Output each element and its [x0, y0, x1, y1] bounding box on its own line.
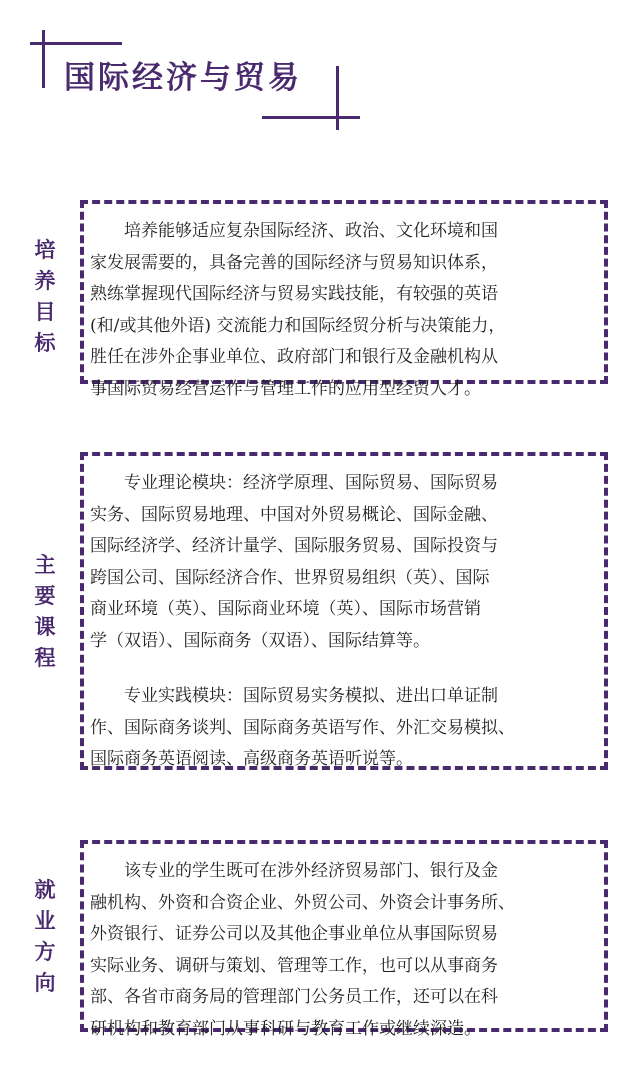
page-title: 国际经济与贸易 — [64, 60, 302, 96]
label-char: 培 — [34, 238, 56, 262]
label-char: 业 — [34, 909, 56, 933]
section-label-career-direction — [28, 875, 62, 999]
training-goal-text: 培养能够适应复杂国际经济、政治、文化环境和国 家发展需要的，具备完善的国际经济与贸易知识体系， 熟练掌握现代国际经济与贸易实践技能，有较强的英语 (和/或其他外语) 交流能力和国际经贸分析与决策能力， 胜任在涉外企事业单位、政府部门和银行及金融机构从 事国际贸易经营运作与管理工作的应用型经贸人才。 — [90, 221, 506, 399]
label-char: 方 — [34, 940, 56, 964]
theory-module-text: 专业理论模块：经济学原理、国际贸易、国际贸易 实务、国际贸易地理、中国对外贸易概论、国际金融、 国际经济学、经济计量学、国际服务贸易、国际投资与 跨国公司、国际经济合作、世界贸易组织（英）、国际 商业环境（英）、国际商业环境（英）、国际市场营销 学（双语）、国际商务（双语）、国际结算等。 — [90, 473, 498, 651]
label-char: 养 — [34, 269, 56, 293]
frame-line-left-vertical — [42, 30, 45, 88]
section-label-main-courses — [28, 550, 62, 674]
career-direction-text: 该专业的学生既可在涉外经济贸易部门、银行及金 融机构、外资和合资企业、外贸公司、外资会计事务所、 外资银行、证券公司以及其他企事业单位从事国际贸易 实际业务、调研与策划、管理等工作，也可以从事商务 部、各省市商务局的管理部门公务员工作，还可以在科 研机构和教育部门从事科研与教育工作或继续深造。 — [90, 861, 515, 1039]
frame-line-bottom-horizontal — [262, 116, 360, 119]
frame-line-right-vertical — [336, 66, 339, 130]
label-char: 课 — [34, 615, 56, 639]
label-char: 主 — [34, 553, 56, 577]
career-direction-box — [80, 840, 608, 1039]
label-char: 目 — [34, 300, 56, 324]
section-label-training-goal — [28, 235, 62, 359]
practice-module-text: 专业实践模块：国际贸易实务模拟、进出口单证制 作、国际商务谈判、国际商务英语写作、外汇交易模拟、 国际商务英语阅读、高级商务英语听说等。 — [90, 686, 515, 769]
label-char: 程 — [34, 646, 56, 670]
training-goal-box — [80, 200, 608, 399]
label-char: 标 — [34, 331, 56, 355]
frame-line-top-horizontal — [30, 42, 122, 45]
label-char: 就 — [34, 878, 56, 902]
label-char: 要 — [34, 584, 56, 608]
label-char: 向 — [34, 971, 56, 995]
main-courses-box — [80, 452, 608, 770]
